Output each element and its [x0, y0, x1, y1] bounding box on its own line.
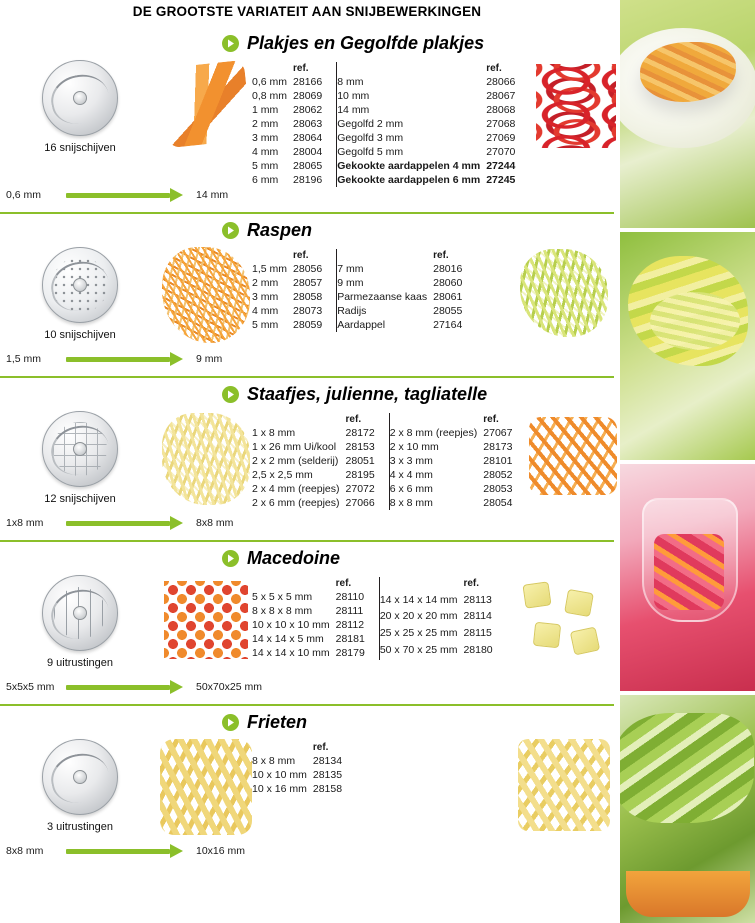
cutting-disc-image — [42, 575, 118, 651]
watermelon-dessert-photo — [620, 464, 755, 692]
spec-ref: 28067 — [486, 90, 516, 102]
spec-size: 7 mm — [337, 263, 364, 275]
spec-size-header — [389, 413, 483, 426]
disc-column — [0, 56, 160, 154]
section-header — [0, 27, 614, 56]
spec-ref: 27072 — [345, 483, 375, 495]
spec-ref-header: ref. — [312, 742, 329, 753]
spec-tables — [252, 735, 518, 796]
table-row — [337, 131, 530, 145]
spec-size: 1 x 8 mm — [252, 427, 296, 439]
spec-size: 0,8 mm — [252, 90, 288, 102]
table-row — [252, 618, 379, 632]
spec-size: Gegolfd 2 mm — [337, 118, 404, 130]
spec-size: 6 x 6 mm — [389, 483, 433, 495]
table-row — [337, 290, 477, 304]
section-body — [0, 56, 614, 187]
vegetable-image — [518, 571, 610, 671]
size-range-indicator — [0, 843, 614, 862]
section-header — [0, 706, 614, 735]
spec-tables — [252, 407, 527, 510]
section-staafjes — [0, 376, 614, 540]
range-max-label: 14 mm — [196, 189, 229, 201]
section-macedoine — [0, 540, 614, 704]
spec-ref: 28158 — [312, 783, 343, 795]
section-body — [0, 735, 614, 843]
spec-ref: 28053 — [483, 483, 513, 495]
spec-size-header — [252, 741, 313, 754]
spec-ref: 28196 — [293, 174, 323, 186]
spec-ref: 28068 — [486, 104, 516, 116]
section-header — [0, 214, 614, 243]
spec-size-header — [379, 577, 463, 593]
range-arrow-icon — [66, 517, 186, 529]
table-row — [252, 75, 336, 89]
table-row — [337, 262, 477, 276]
play-arrow-icon — [222, 222, 239, 239]
table-row — [252, 440, 389, 454]
spec-size: 8 x 8 x 8 mm — [252, 605, 313, 617]
spec-size: 14 x 14 x 14 mm — [379, 593, 458, 606]
table-row — [337, 117, 530, 131]
spec-ref-header: ref. — [483, 414, 499, 425]
spec-ref: 28073 — [293, 305, 323, 317]
spec-ref: 27066 — [345, 497, 375, 509]
vegetable-image — [530, 56, 622, 156]
spec-size: 2 mm — [252, 118, 279, 130]
vegetable-image — [527, 407, 619, 507]
table-row — [252, 590, 379, 604]
spec-ref: 28066 — [486, 76, 516, 88]
produce-image — [160, 407, 252, 515]
spec-size-header — [252, 577, 336, 590]
section-title: Plakjes en Gegolfde plakjes — [247, 33, 485, 53]
play-arrow-icon — [222, 35, 239, 52]
table-row — [379, 609, 506, 626]
cutting-disc-image — [42, 247, 118, 323]
spec-ref: 28059 — [293, 319, 323, 331]
table-row — [252, 454, 389, 468]
spec-size: 10 mm — [337, 90, 370, 102]
table-row — [389, 468, 527, 482]
spec-size: 2 x 6 mm (reepjes) — [252, 497, 340, 509]
section-frieten — [0, 704, 614, 868]
spec-ref: 28112 — [335, 619, 365, 631]
spec-size: 6 mm — [252, 174, 279, 186]
spec-size: 5 mm — [252, 160, 279, 172]
range-arrow-icon — [66, 681, 186, 693]
spec-ref: 28111 — [335, 605, 364, 617]
spec-tables — [252, 571, 518, 660]
spec-ref: 28064 — [293, 132, 323, 144]
photo-column — [620, 0, 755, 923]
spec-size: 3 mm — [252, 291, 279, 303]
spec-ref: 28061 — [433, 291, 463, 303]
section-title: Raspen — [247, 220, 313, 240]
table-row — [252, 89, 336, 103]
spec-ref: 28135 — [312, 769, 343, 781]
produce-image — [160, 735, 252, 843]
range-arrow-icon — [66, 845, 186, 857]
table-row — [252, 131, 336, 145]
spec-size: 14 x 14 x 5 mm — [252, 633, 324, 645]
spec-ref: 28110 — [335, 591, 365, 603]
spec-size: 5 mm — [252, 319, 279, 331]
table-row — [389, 426, 527, 440]
disc-column — [0, 407, 160, 505]
table-row — [379, 593, 506, 610]
spec-ref-header: ref. — [293, 63, 309, 74]
table-row — [379, 643, 506, 660]
table-row — [252, 482, 389, 496]
spec-ref: 28055 — [433, 305, 463, 317]
spec-ref: 27067 — [483, 427, 513, 439]
range-min-label: 0,6 mm — [6, 189, 42, 201]
table-row — [252, 426, 389, 440]
spec-ref-header: ref. — [293, 250, 309, 261]
table-row — [337, 75, 530, 89]
page-title: DE GROOTSTE VARIATEIT AAN SNIJBEWERKINGEN — [132, 4, 482, 19]
range-min-label: 1,5 mm — [6, 353, 42, 365]
spec-size-header — [337, 249, 433, 262]
spec-size: 4 mm — [252, 305, 279, 317]
spec-ref: 28173 — [483, 441, 513, 453]
spec-table — [252, 62, 336, 187]
spec-size: 2 x 4 mm (reepjes) — [252, 483, 340, 495]
vegetable-image — [518, 735, 610, 835]
spec-tables — [252, 243, 518, 332]
spec-size: Gegolfd 3 mm — [337, 132, 404, 144]
size-range-indicator — [0, 515, 614, 534]
disc-caption: 9 uitrustingen — [46, 657, 114, 669]
spec-size: 50 x 70 x 25 mm — [379, 644, 458, 657]
spec-ref: 27068 — [486, 118, 516, 130]
table-row — [252, 159, 336, 173]
spec-ref: 28101 — [483, 455, 513, 467]
spec-size: 4 mm — [252, 146, 279, 158]
spec-size: 2 x 8 mm (reepjes) — [389, 427, 478, 439]
spec-size: Gekookte aardappelen 6 mm — [337, 174, 481, 186]
spec-table — [336, 249, 477, 332]
range-arrow-icon — [66, 189, 186, 201]
spec-ref: 27070 — [486, 146, 516, 158]
table-row — [252, 318, 336, 332]
courgette-ribbons-photo — [620, 232, 755, 460]
section-title: Frieten — [247, 712, 308, 732]
size-range-indicator — [0, 187, 614, 206]
section-body — [0, 243, 614, 351]
spec-size: 2 mm — [252, 277, 279, 289]
spec-table — [252, 577, 379, 660]
section-header — [0, 378, 614, 407]
table-row — [337, 318, 477, 332]
cutting-disc-image — [42, 411, 118, 487]
spec-ref: 28056 — [293, 263, 323, 275]
table-row — [337, 103, 530, 117]
produce-image — [160, 56, 252, 164]
disc-caption: 10 snijschijven — [44, 329, 116, 341]
table-row — [252, 754, 356, 768]
disc-column — [0, 243, 160, 341]
play-arrow-icon — [222, 550, 239, 567]
disc-caption: 12 snijschijven — [44, 493, 116, 505]
spec-size: 14 mm — [337, 104, 370, 116]
section-body — [0, 407, 614, 515]
spec-size: 5 x 5 x 5 mm — [252, 591, 313, 603]
section-header — [0, 542, 614, 571]
spec-size: 8 x 8 mm — [252, 755, 296, 767]
spec-size: Radijs — [337, 305, 367, 317]
spec-size: 2,5 x 2,5 mm — [252, 469, 313, 481]
table-row — [252, 103, 336, 117]
play-arrow-icon — [222, 714, 239, 731]
spec-size: 3 x 3 mm — [389, 455, 433, 467]
spec-size-header — [337, 62, 486, 75]
vegetable-image — [518, 243, 610, 343]
table-row — [252, 646, 379, 660]
table-row — [337, 145, 530, 159]
spec-size: 10 x 10 mm — [252, 769, 307, 781]
spec-ref: 28060 — [433, 277, 463, 289]
spec-size: 10 x 16 mm — [252, 783, 307, 795]
disc-column — [0, 571, 160, 669]
spec-size: 0,6 mm — [252, 76, 288, 88]
spec-ref: 28113 — [463, 593, 492, 606]
spec-size: 25 x 25 x 25 mm — [379, 627, 458, 640]
spec-ref: 28063 — [293, 118, 323, 130]
spec-ref: 28179 — [335, 647, 365, 659]
table-row — [252, 262, 336, 276]
spec-size: Gegolfd 5 mm — [337, 146, 404, 158]
range-max-label: 50x70x25 mm — [196, 681, 262, 693]
spec-ref: 28051 — [345, 455, 375, 467]
table-row — [252, 145, 336, 159]
spec-ref: 27069 — [486, 132, 516, 144]
disc-caption: 16 snijschijven — [44, 142, 116, 154]
spec-size: 8 mm — [337, 76, 364, 88]
spec-size: 2 x 2 mm (selderij) — [252, 455, 339, 467]
table-row — [337, 276, 477, 290]
spec-ref: 28180 — [463, 644, 493, 657]
range-arrow-icon — [66, 353, 186, 365]
table-row — [379, 626, 506, 643]
table-row — [252, 117, 336, 131]
spec-ref-header: ref. — [433, 250, 449, 261]
section-title: Macedoine — [247, 548, 341, 568]
spec-size: 20 x 20 x 20 mm — [379, 610, 458, 623]
spec-ref: 28058 — [293, 291, 323, 303]
table-row — [252, 768, 356, 782]
play-arrow-icon — [222, 386, 239, 403]
disc-column — [0, 735, 160, 833]
spec-ref: 28153 — [345, 441, 375, 453]
spec-tables — [252, 56, 530, 187]
section-raspen — [0, 212, 614, 376]
spec-table — [252, 249, 336, 332]
section-title: Staafjes, julienne, tagliatelle — [247, 384, 488, 404]
cutting-disc-image — [42, 739, 118, 815]
spec-size: 14 x 14 x 10 mm — [252, 647, 330, 659]
produce-image — [160, 571, 252, 679]
range-max-label: 9 mm — [196, 353, 223, 365]
produce-image — [160, 243, 252, 351]
spec-size-header — [252, 249, 293, 262]
table-row — [252, 173, 336, 187]
spec-ref: 28004 — [293, 146, 323, 158]
table-row — [252, 496, 389, 510]
spec-ref: 28134 — [312, 755, 343, 767]
kiwi-avocado-bowl-photo — [620, 695, 755, 923]
spec-ref: 28016 — [433, 263, 463, 275]
spec-ref: 28052 — [483, 469, 513, 481]
sections-host — [0, 27, 614, 868]
spec-ref-header: ref. — [486, 63, 502, 74]
table-row — [252, 290, 336, 304]
spec-size: Parmezaanse kaas — [337, 291, 428, 303]
table-row — [252, 782, 356, 796]
spec-table — [336, 62, 530, 187]
spec-size: 10 x 10 x 10 mm — [252, 619, 330, 631]
spec-ref: 28065 — [293, 160, 323, 172]
table-row — [389, 482, 527, 496]
spec-ref: 28172 — [345, 427, 375, 439]
table-row — [252, 276, 336, 290]
spec-size: Aardappel — [337, 319, 386, 331]
table-row — [389, 454, 527, 468]
spec-ref: 28166 — [293, 76, 323, 88]
spec-size: 2 x 10 mm — [389, 441, 439, 453]
spec-size: 9 mm — [337, 277, 364, 289]
table-row — [337, 89, 530, 103]
spec-ref: 27245 — [486, 174, 516, 186]
spec-ref-header: ref. — [345, 414, 362, 425]
table-row — [337, 173, 530, 187]
table-row — [252, 632, 379, 646]
table-row — [337, 159, 530, 173]
spec-ref: 28195 — [345, 469, 375, 481]
spec-ref: 28181 — [335, 633, 365, 645]
spec-ref: 28057 — [293, 277, 323, 289]
spec-size: 1 x 26 mm Ui/kool — [252, 441, 337, 453]
table-row — [252, 304, 336, 318]
range-max-label: 8x8 mm — [196, 517, 234, 529]
range-min-label: 8x8 mm — [6, 845, 44, 857]
range-min-label: 5x5x5 mm — [6, 681, 55, 693]
spec-ref: 28069 — [293, 90, 323, 102]
spec-size: 4 x 4 mm — [389, 469, 433, 481]
size-range-indicator — [0, 351, 614, 370]
cutting-disc-image — [42, 60, 118, 136]
section-plakjes — [0, 27, 614, 212]
spec-ref: 28115 — [463, 627, 492, 640]
spec-ref-header: ref. — [463, 578, 480, 589]
spec-table — [252, 413, 389, 510]
spec-ref: 27164 — [433, 319, 463, 331]
table-row — [389, 496, 527, 510]
spec-size: 8 x 8 mm — [389, 497, 433, 509]
spec-size: 3 mm — [252, 132, 279, 144]
spec-ref-header: ref. — [335, 578, 352, 589]
spec-table — [379, 577, 507, 660]
spec-size: 1,5 mm — [252, 263, 288, 275]
spec-size-header — [252, 413, 346, 426]
disc-caption: 3 uitrustingen — [46, 821, 114, 833]
pasta-salad-photo — [620, 0, 755, 228]
table-row — [337, 304, 477, 318]
spec-size-header — [252, 62, 293, 75]
spec-size: Gekookte aardappelen 4 mm — [337, 160, 481, 172]
spec-ref: 28114 — [463, 610, 492, 623]
range-min-label: 1x8 mm — [6, 517, 44, 529]
table-row — [252, 604, 379, 618]
table-row — [389, 440, 527, 454]
table-row — [252, 468, 389, 482]
range-max-label: 10x16 mm — [196, 845, 246, 857]
spec-table — [389, 413, 528, 510]
spec-ref: 28054 — [483, 497, 513, 509]
spec-ref: 28062 — [293, 104, 323, 116]
size-range-indicator — [0, 679, 614, 698]
spec-table — [252, 741, 356, 796]
section-body — [0, 571, 614, 679]
spec-ref: 27244 — [486, 160, 516, 172]
spec-size: 1 mm — [252, 104, 279, 116]
